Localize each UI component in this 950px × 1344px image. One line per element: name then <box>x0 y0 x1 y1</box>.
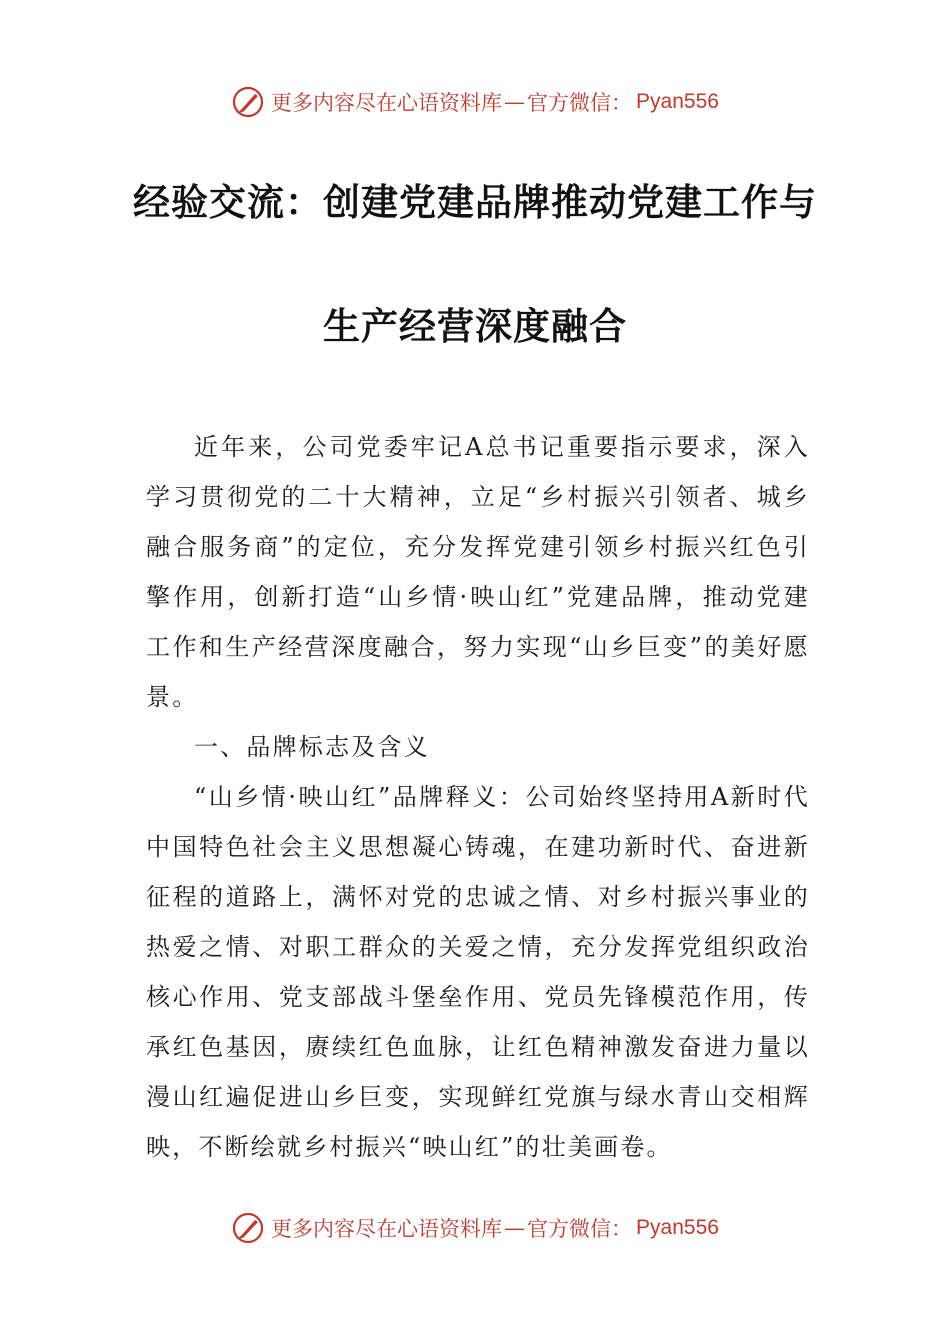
section-heading: 一、品牌标志及含义 <box>194 733 430 761</box>
document-body <box>146 422 810 1172</box>
quill-pen-icon <box>231 1211 265 1245</box>
document-title-line-1: 经验交流：创建党建品牌推动党建工作与 <box>133 181 817 224</box>
document-title-line-2: 生产经营深度融合 <box>323 305 627 348</box>
watermark-account: Pyan556 <box>636 90 719 113</box>
watermark-wechat-label: 官方微信： <box>527 1217 633 1241</box>
watermark-account: Pyan556 <box>636 1216 719 1239</box>
quill-pen-icon <box>231 85 265 119</box>
paragraph-brand-meaning: “山乡情·映山红”品牌释义：公司始终坚持用A新时代中国特色社会主义思想凝心铸魂，在建功新时代、奋进新征程的道路上，满怀对党的忠诚之情、对乡村振兴事业的热爱之情、对职工群众的关爱之情，充分发挥党组织政治核心作用、党支部战斗堡垒作用、党员先锋模范作用，传承红色基因，赓续红色血脉，让红色精神激发奋进力量以漫山红遍促进山乡巨变，实现鲜红党旗与绿水青山交相辉映，不断绘就乡村振兴“映山红”的壮美画卷。 <box>146 783 810 1161</box>
watermark-banner-top <box>0 82 950 122</box>
watermark-dash: — <box>504 90 526 114</box>
watermark-text: 更多内容尽在心语资料库 <box>271 91 503 115</box>
watermark-banner-bottom <box>0 1208 950 1248</box>
paragraph-intro: 近年来，公司党委牢记A总书记重要指示要求，深入学习贯彻党的二十大精神，立足“乡村振兴引领者、城乡融合服务商”的定位，充分发挥党建引领乡村振兴红色引擎作用，创新打造“山乡情·映山红”党建品牌，推动党建工作和生产经营深度融合，努力实现“山乡巨变”的美好愿景。 <box>146 433 810 711</box>
watermark-wechat-label: 官方微信： <box>527 91 633 115</box>
watermark-text: 更多内容尽在心语资料库 <box>271 1217 503 1241</box>
watermark-dash: — <box>504 1216 526 1240</box>
